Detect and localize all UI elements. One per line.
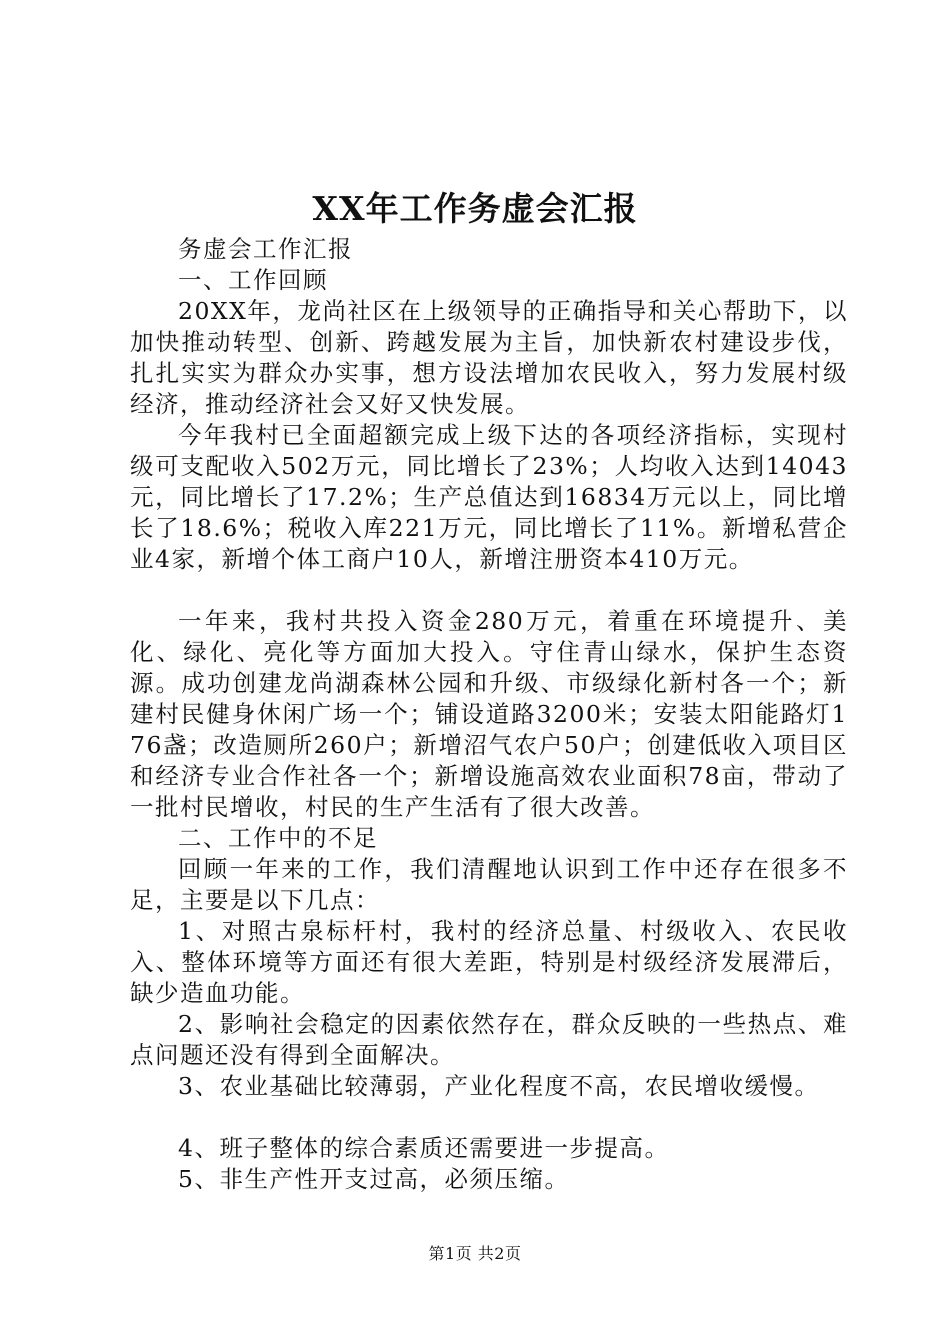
- list-item-3: 3、农业基础比较薄弱，产业化程度不高，农民增收缓慢。: [178, 1072, 820, 1100]
- paragraph-economic-indicators: 今年我村已全面超额完成上级下达的各项经济指标，实现村级可支配收入502万元，同比增长了23%；人均收入达到14043元，同比增长了17.2%；生产总值达到16834万元以上，同比增长了18.6%；税收入库221万元，同比增长了11%。新增私营企业4家，新增个体工商户10人，新增注册资本410万元。: [130, 421, 848, 573]
- paragraph-investment: 一年来，我村共投入资金280万元，着重在环境提升、美化、绿化、亮化等方面加大投入。守住青山绿水，保护生态资源。成功创建龙尚湖森林公园和升级、市级绿化新村各一个；新建村民健身休闲广场一个；铺设道路3200米；安装太阳能路灯176盏；改造厕所260户；新增沼气农户50户；创建低收入项目区和经济专业合作社各一个；新增设施高效农业面积78亩，带动了一批村民增收，村民的生产生活有了很大改善。: [130, 607, 848, 821]
- paragraph-overview: 20XX年，龙尚社区在上级领导的正确指导和关心帮助下，以加快推动转型、创新、跨越发展为主旨，加快新农村建设步伐，扎扎实实为群众办实事，想方设法增加农民收入，努力发展村级经济，推动经济社会又好又快发展。: [130, 297, 848, 418]
- list-item-5: 5、非生产性开支过高，必须压缩。: [178, 1165, 570, 1193]
- document-title: XX年工作务虚会汇报: [312, 189, 638, 228]
- list-item-2: 2、影响社会稳定的因素依然存在，群众反映的一些热点、难点问题还没有得到全面解决。: [130, 1010, 848, 1069]
- list-item-1: 1、对照古泉标杆村，我村的经济总量、村级收入、农民收入、整体环境等方面还有很大差距，特别是村级经济发展滞后，缺少造血功能。: [130, 917, 848, 1007]
- document-subtitle: 务虚会工作汇报: [178, 235, 353, 263]
- paragraph-shortcomings-intro: 回顾一年来的工作，我们清醒地认识到工作中还存在很多不足，主要是以下几点：: [130, 855, 848, 914]
- list-item-4: 4、班子整体的综合素质还需要进一步提高。: [178, 1134, 670, 1162]
- section-heading-shortcomings: 二、工作中的不足: [178, 824, 378, 852]
- section-heading-review: 一、工作回顾: [178, 266, 328, 294]
- page-number-footer: 第1页 共2页: [428, 1244, 522, 1263]
- document-body: [130, 234, 848, 1195]
